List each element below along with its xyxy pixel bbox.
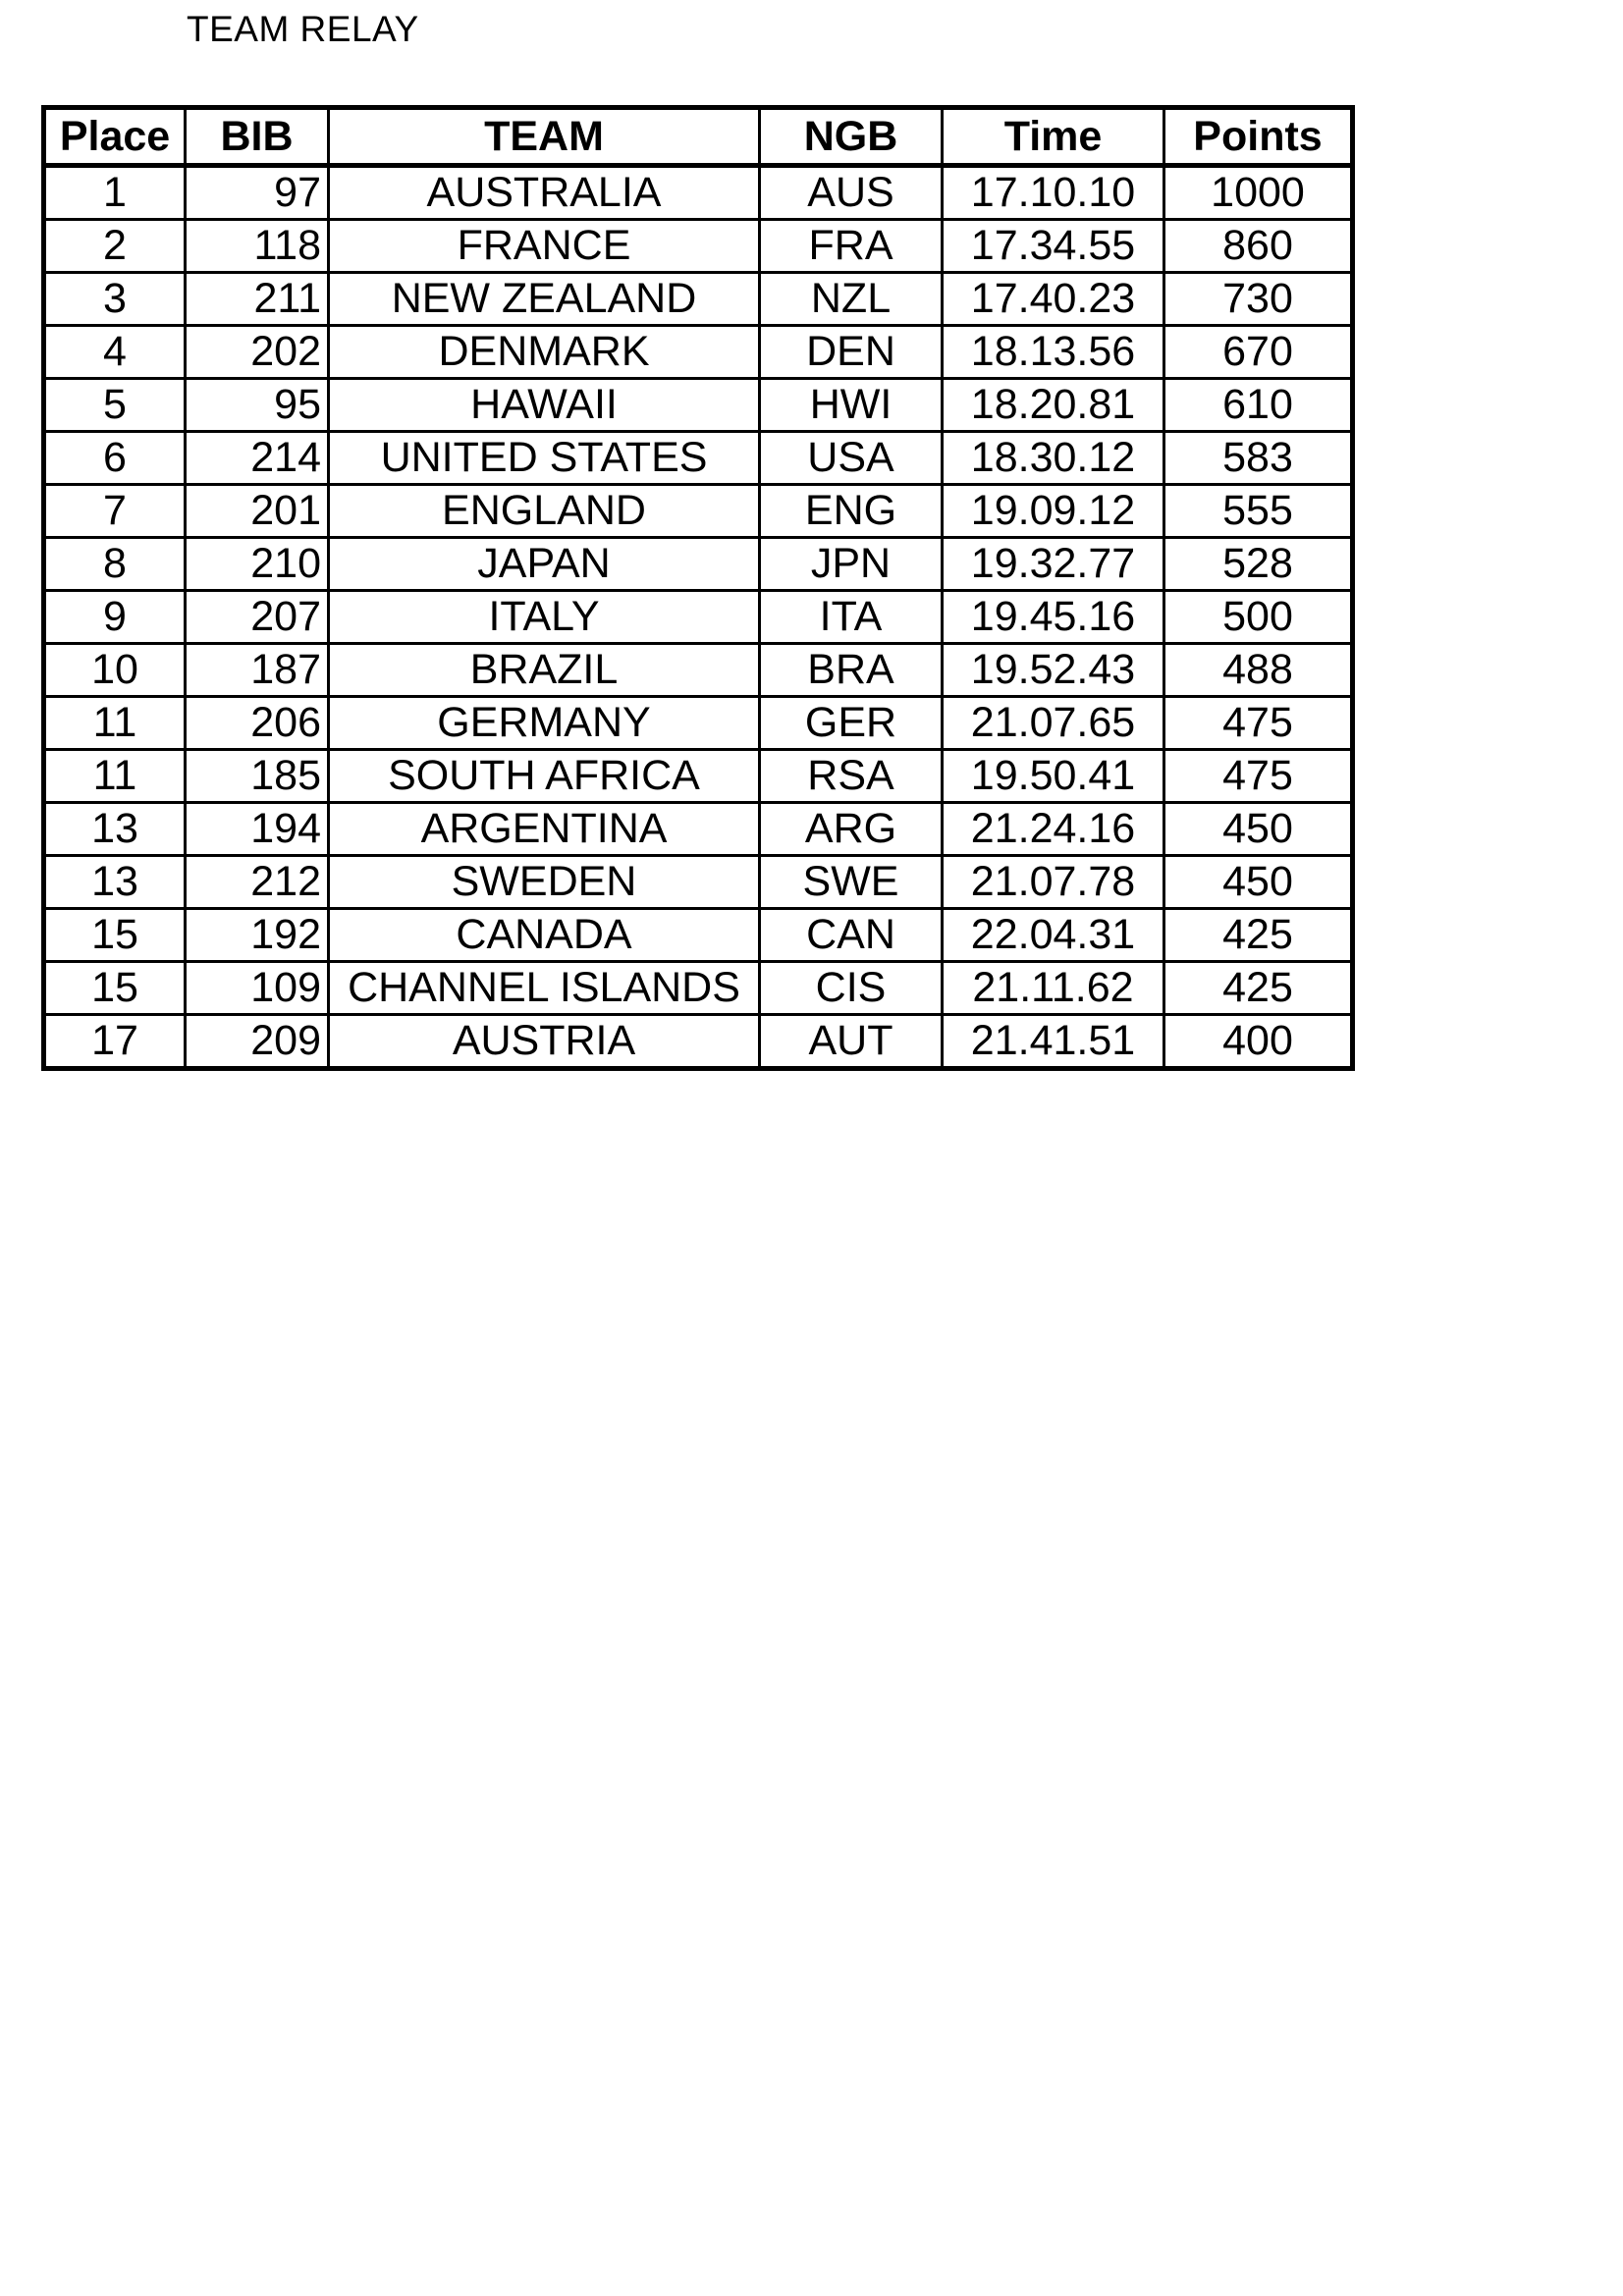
table-row <box>44 1015 1353 1069</box>
table-row <box>44 220 1353 273</box>
table-row <box>44 379 1353 432</box>
cell-place: 7 <box>44 485 186 538</box>
cell-place: 15 <box>44 909 186 962</box>
cell-time: 18.20.81 <box>943 379 1164 432</box>
cell-ngb: CAN <box>760 909 943 962</box>
cell-bib: 95 <box>186 379 329 432</box>
cell-points: 528 <box>1164 538 1353 591</box>
table-row <box>44 485 1353 538</box>
cell-bib: 214 <box>186 432 329 485</box>
table-row <box>44 591 1353 644</box>
cell-team: GERMANY <box>329 697 760 750</box>
cell-ngb: AUS <box>760 166 943 220</box>
cell-points: 730 <box>1164 273 1353 326</box>
cell-place: 15 <box>44 962 186 1015</box>
cell-place: 3 <box>44 273 186 326</box>
header-points: Points <box>1164 108 1353 166</box>
table-row <box>44 750 1353 803</box>
cell-place: 1 <box>44 166 186 220</box>
cell-bib: 202 <box>186 326 329 379</box>
cell-bib: 212 <box>186 856 329 909</box>
header-time: Time <box>943 108 1164 166</box>
cell-bib: 211 <box>186 273 329 326</box>
cell-place: 9 <box>44 591 186 644</box>
cell-ngb: CIS <box>760 962 943 1015</box>
cell-time: 19.09.12 <box>943 485 1164 538</box>
cell-team: JAPAN <box>329 538 760 591</box>
cell-bib: 209 <box>186 1015 329 1069</box>
cell-team: FRANCE <box>329 220 760 273</box>
cell-points: 670 <box>1164 326 1353 379</box>
cell-points: 475 <box>1164 697 1353 750</box>
cell-team: AUSTRIA <box>329 1015 760 1069</box>
cell-time: 22.04.31 <box>943 909 1164 962</box>
cell-points: 555 <box>1164 485 1353 538</box>
cell-points: 450 <box>1164 803 1353 856</box>
table-row <box>44 166 1353 220</box>
cell-points: 400 <box>1164 1015 1353 1069</box>
cell-points: 450 <box>1164 856 1353 909</box>
cell-team: SOUTH AFRICA <box>329 750 760 803</box>
cell-place: 13 <box>44 856 186 909</box>
results-table <box>41 105 1355 1071</box>
cell-time: 19.50.41 <box>943 750 1164 803</box>
cell-place: 2 <box>44 220 186 273</box>
page-title: TEAM RELAY <box>187 9 419 49</box>
cell-place: 11 <box>44 697 186 750</box>
cell-time: 19.32.77 <box>943 538 1164 591</box>
header-team: TEAM <box>329 108 760 166</box>
cell-points: 860 <box>1164 220 1353 273</box>
header-ngb: NGB <box>760 108 943 166</box>
table-row <box>44 273 1353 326</box>
cell-points: 1000 <box>1164 166 1353 220</box>
cell-place: 11 <box>44 750 186 803</box>
cell-bib: 185 <box>186 750 329 803</box>
cell-ngb: BRA <box>760 644 943 697</box>
cell-bib: 97 <box>186 166 329 220</box>
cell-team: AUSTRALIA <box>329 166 760 220</box>
table-row <box>44 538 1353 591</box>
cell-place: 4 <box>44 326 186 379</box>
table-row <box>44 962 1353 1015</box>
cell-ngb: ARG <box>760 803 943 856</box>
cell-points: 583 <box>1164 432 1353 485</box>
cell-bib: 210 <box>186 538 329 591</box>
table-row <box>44 803 1353 856</box>
header-place: Place <box>44 108 186 166</box>
table-row <box>44 432 1353 485</box>
cell-place: 13 <box>44 803 186 856</box>
cell-points: 500 <box>1164 591 1353 644</box>
cell-team: ARGENTINA <box>329 803 760 856</box>
cell-time: 17.34.55 <box>943 220 1164 273</box>
cell-time: 17.40.23 <box>943 273 1164 326</box>
cell-time: 21.07.78 <box>943 856 1164 909</box>
cell-place: 10 <box>44 644 186 697</box>
cell-ngb: HWI <box>760 379 943 432</box>
cell-time: 17.10.10 <box>943 166 1164 220</box>
cell-time: 18.30.12 <box>943 432 1164 485</box>
cell-team: CANADA <box>329 909 760 962</box>
cell-team: ITALY <box>329 591 760 644</box>
cell-ngb: AUT <box>760 1015 943 1069</box>
cell-team: BRAZIL <box>329 644 760 697</box>
cell-bib: 206 <box>186 697 329 750</box>
cell-team: CHANNEL ISLANDS <box>329 962 760 1015</box>
cell-points: 610 <box>1164 379 1353 432</box>
cell-bib: 192 <box>186 909 329 962</box>
cell-time: 19.52.43 <box>943 644 1164 697</box>
cell-team: DENMARK <box>329 326 760 379</box>
cell-ngb: ITA <box>760 591 943 644</box>
table-row <box>44 697 1353 750</box>
table-row <box>44 856 1353 909</box>
results-body <box>44 166 1353 1069</box>
cell-place: 5 <box>44 379 186 432</box>
table-row <box>44 909 1353 962</box>
cell-time: 19.45.16 <box>943 591 1164 644</box>
cell-team: NEW ZEALAND <box>329 273 760 326</box>
cell-ngb: USA <box>760 432 943 485</box>
cell-bib: 207 <box>186 591 329 644</box>
cell-place: 6 <box>44 432 186 485</box>
cell-points: 425 <box>1164 962 1353 1015</box>
cell-points: 475 <box>1164 750 1353 803</box>
cell-time: 21.24.16 <box>943 803 1164 856</box>
cell-team: HAWAII <box>329 379 760 432</box>
cell-time: 21.07.65 <box>943 697 1164 750</box>
cell-place: 17 <box>44 1015 186 1069</box>
cell-ngb: RSA <box>760 750 943 803</box>
cell-bib: 187 <box>186 644 329 697</box>
cell-time: 21.11.62 <box>943 962 1164 1015</box>
cell-points: 425 <box>1164 909 1353 962</box>
cell-ngb: ENG <box>760 485 943 538</box>
cell-time: 18.13.56 <box>943 326 1164 379</box>
table-row <box>44 644 1353 697</box>
cell-bib: 201 <box>186 485 329 538</box>
table-header-row <box>44 108 1353 166</box>
cell-points: 488 <box>1164 644 1353 697</box>
cell-ngb: SWE <box>760 856 943 909</box>
cell-bib: 194 <box>186 803 329 856</box>
cell-time: 21.41.51 <box>943 1015 1164 1069</box>
cell-ngb: FRA <box>760 220 943 273</box>
cell-ngb: NZL <box>760 273 943 326</box>
cell-place: 8 <box>44 538 186 591</box>
cell-bib: 118 <box>186 220 329 273</box>
cell-ngb: DEN <box>760 326 943 379</box>
cell-team: SWEDEN <box>329 856 760 909</box>
cell-ngb: GER <box>760 697 943 750</box>
cell-team: UNITED STATES <box>329 432 760 485</box>
cell-team: ENGLAND <box>329 485 760 538</box>
cell-bib: 109 <box>186 962 329 1015</box>
cell-ngb: JPN <box>760 538 943 591</box>
table-row <box>44 326 1353 379</box>
header-bib: BIB <box>186 108 329 166</box>
